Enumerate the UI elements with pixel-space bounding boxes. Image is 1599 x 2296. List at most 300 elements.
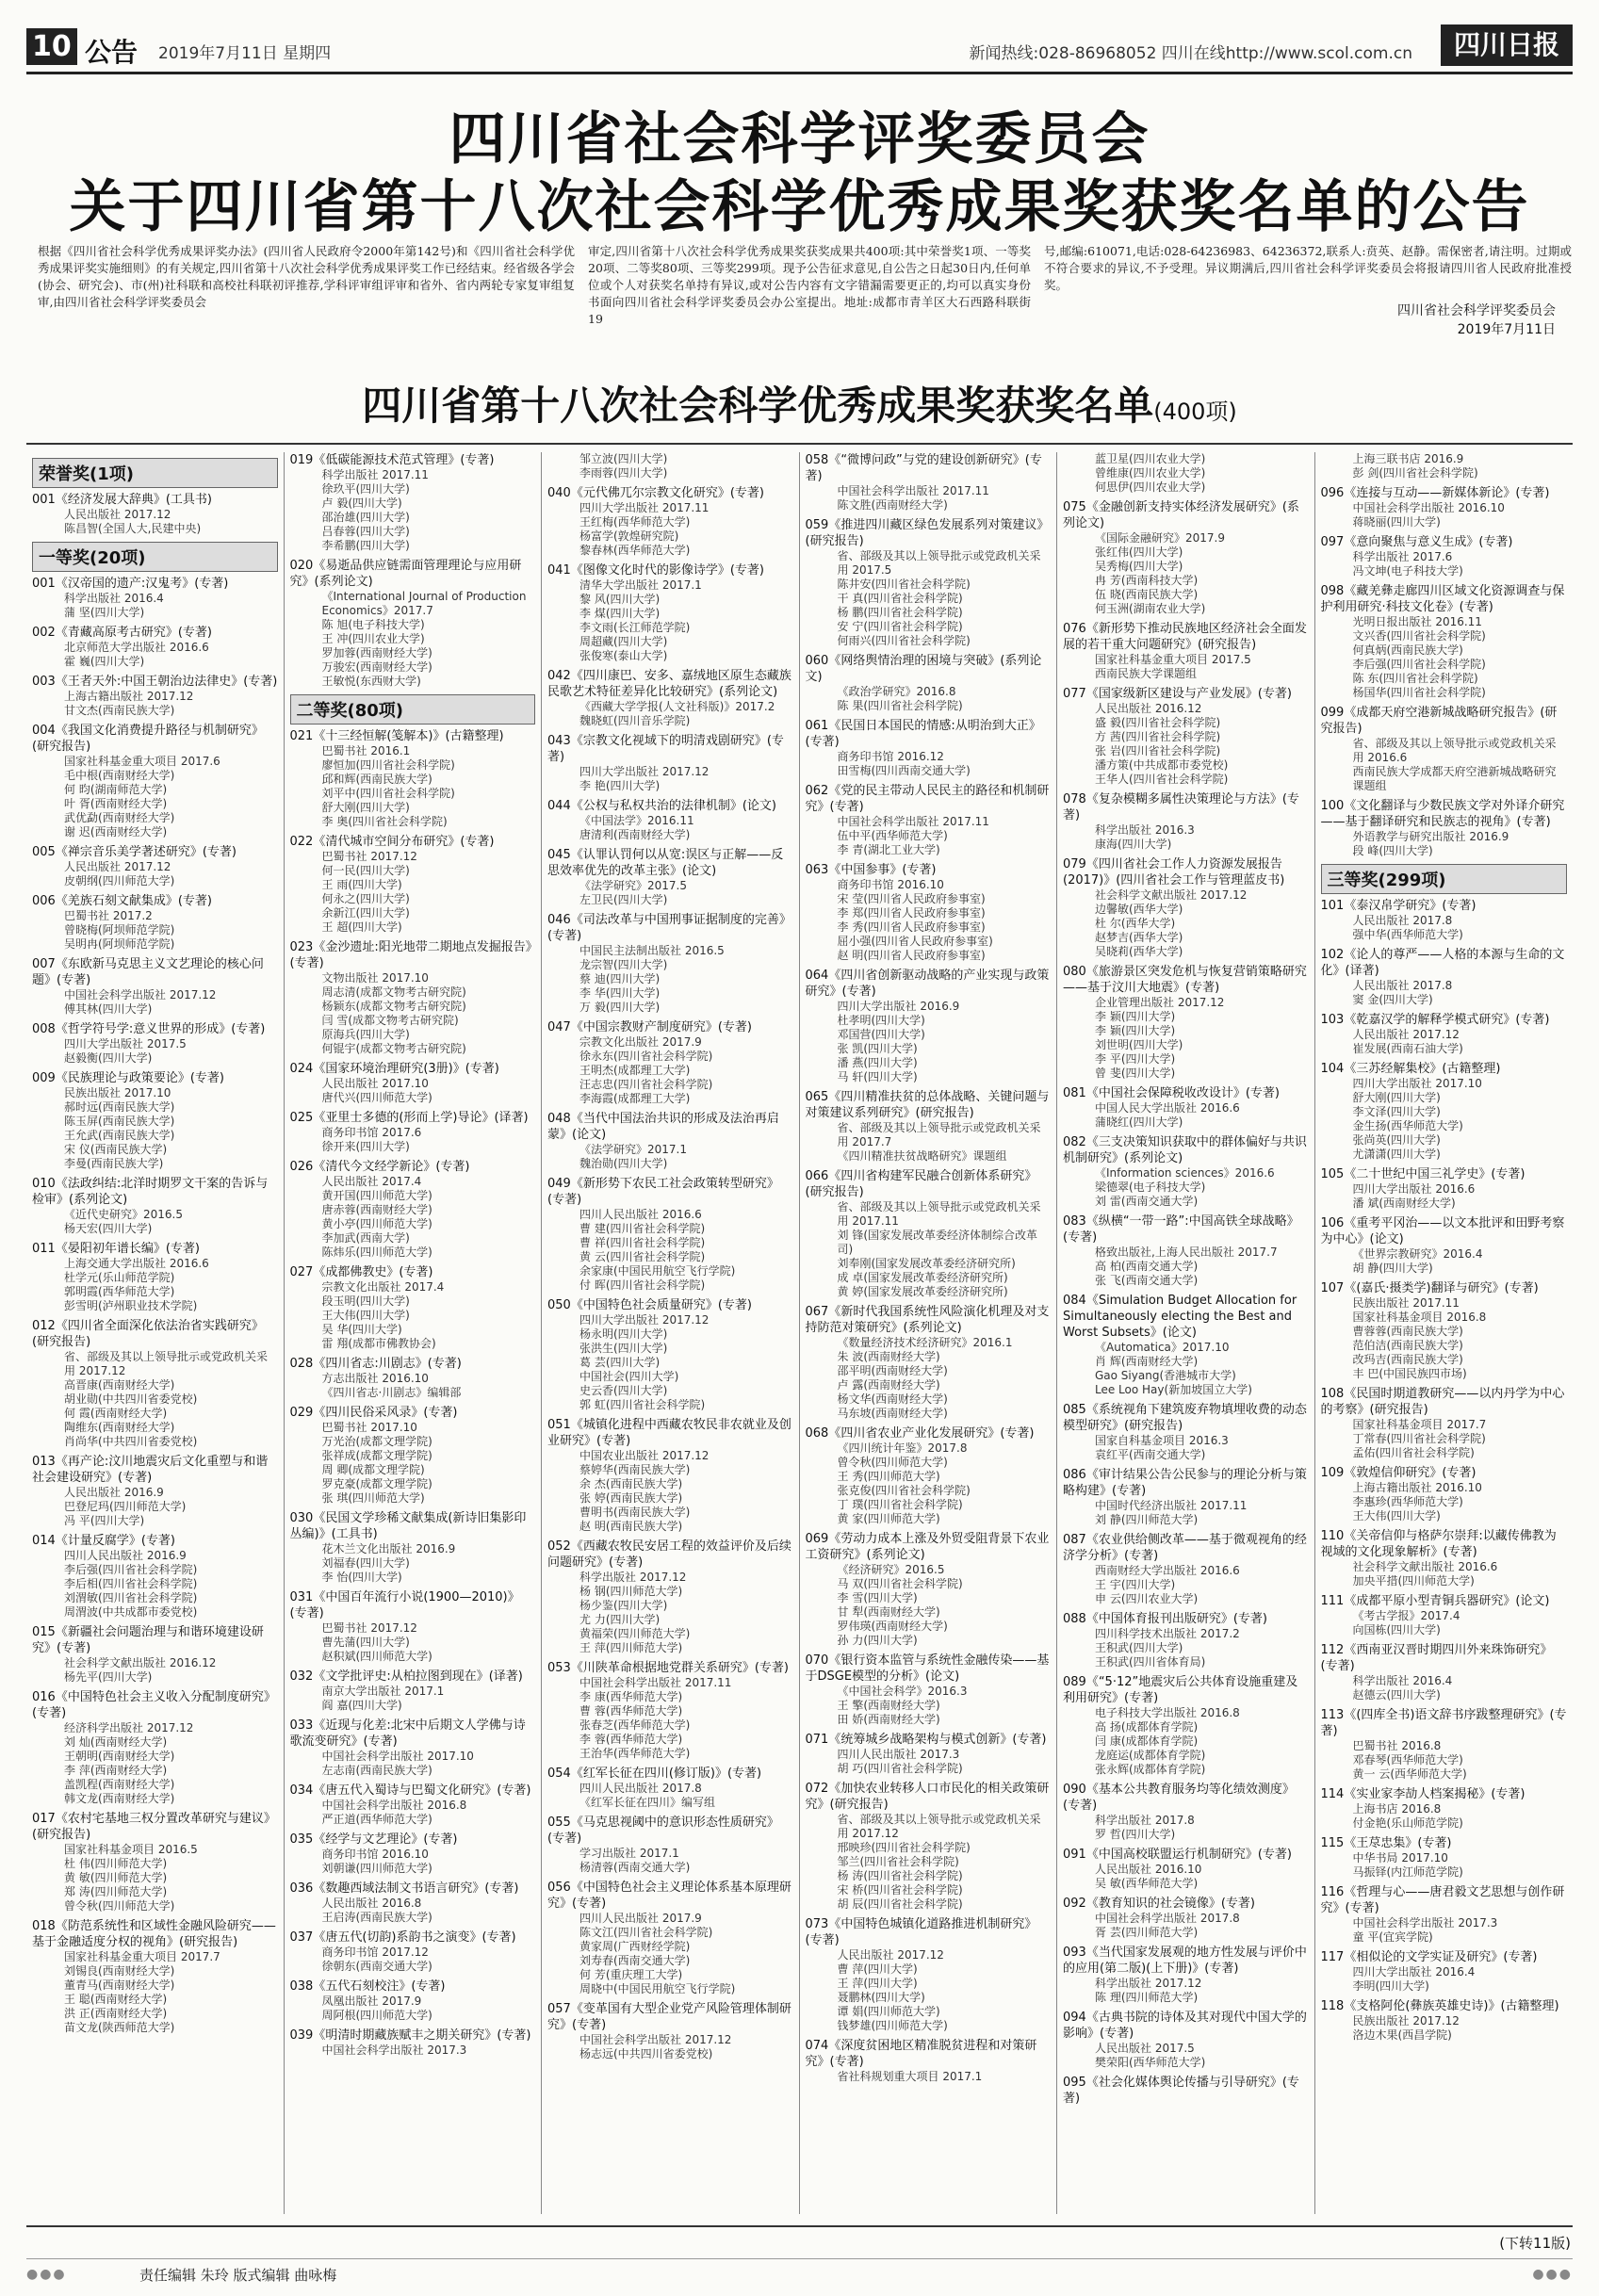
award-entry-detail: 商务印书馆 2016.10 [321, 1848, 429, 1861]
award-entry [806, 1916, 1052, 2033]
award-entry-detail: 陈文胜(西南财经大学) [837, 498, 948, 512]
award-entry-detail: 花木兰文化出版社 2016.9 [321, 1542, 456, 1555]
award-entry-detail: 文物出版社 2017.10 [321, 971, 429, 985]
award-entry-detail: 聂鹏林(四川大学) [837, 1991, 925, 2004]
award-entry-detail: 杜 伟(四川师范大学) [64, 1857, 168, 1870]
award-entry-title: 071《统筹城乡战略架构与模式创新》(专著) [805, 1733, 1047, 1747]
award-entry-detail: 何真炳(西南民族大学) [1352, 643, 1463, 657]
award-entry [1063, 1611, 1309, 1669]
award-entry-detail: 科学出版社 2016.4 [64, 592, 164, 605]
award-entry-detail: 王 宇(四川大学) [1095, 1578, 1176, 1591]
intro-paragraph-3: 号,邮编:610071,电话:028-64236983、64236372,联系人:贲英、赵静。需保密者,请注明。过期或不符合要求的异议,不予受理。异议期满后,四川省社会科学评奖委员会将报请四川省人民政府批准授奖。 [1044, 244, 1572, 292]
award-entry [1321, 1386, 1568, 1460]
award-entry-detail: 陈 东(四川省社会科学院) [1352, 672, 1478, 685]
award-entry-detail: 彭雪明(泸州职业技术学院) [64, 1299, 198, 1312]
award-entry [1321, 1166, 1568, 1211]
award-entry-detail: 赵 明(四川省人民政府参事室) [837, 949, 986, 962]
award-entry [290, 1061, 536, 1105]
award-entry-detail: 经济科学出版社 2017.12 [64, 1721, 194, 1734]
award-entry-detail: 周晓中(中国民用航空飞行学院) [579, 1982, 736, 1995]
award-entry [1321, 947, 1568, 1007]
signature-date: 2019年7月11日 [1457, 322, 1556, 337]
award-entry-detail: 四川人民出版社 2016.6 [579, 1208, 702, 1221]
award-entry [547, 1815, 793, 1875]
award-entry-detail: 罗 哲(四川大学) [1095, 1828, 1176, 1841]
issue-date: 2019年7月11日 星期四 [158, 44, 332, 63]
award-entry-detail: 徐开来(四川大学) [321, 1140, 410, 1153]
award-entry [1063, 1532, 1309, 1606]
award-entry-detail: 陈 旭(电子科技大学) [321, 618, 425, 631]
award-entry-detail: 冯文坤(电子科技大学) [1352, 564, 1463, 578]
award-entry-detail: 万骏宏(西南财经大学) [321, 660, 432, 674]
award-entry-detail: 王启涛(西南民族大学) [321, 1911, 432, 1924]
award-entry-detail: 吴明冉(阿坝师范学院) [64, 937, 175, 951]
award-entry-detail: 李文泽(四川大学) [1352, 1105, 1441, 1118]
award-entry-detail: 中国社会科学出版社 2017.10 [321, 1750, 474, 1763]
award-entry-detail: 方 茜(四川省社会科学院) [1095, 730, 1221, 743]
award-entry-detail: 魏晓虹(四川音乐学院) [579, 714, 691, 727]
award-entry-detail: 叶 胥(西南财经大学) [64, 797, 168, 810]
award-entry [1063, 2010, 1309, 2070]
list-title-text: 四川省第十八次社会科学优秀成果奖获奖名单 [362, 383, 1154, 429]
award-entry-detail: 刘福春(四川大学) [321, 1556, 410, 1570]
award-entry-detail: 余家康(中国民用航空飞行学院) [579, 1264, 736, 1278]
page-footer [26, 2258, 1573, 2286]
list-column [285, 452, 543, 2214]
award-entry [547, 1880, 793, 1996]
award-entry-detail: 刘 雷(西南交通大学) [1095, 1195, 1199, 1208]
award-entry-detail: 西南民族大学课题组 [1095, 667, 1198, 680]
award-entry-detail: 付金艳(乐山师范学院) [1352, 1816, 1463, 1830]
award-entry-title: 037《唐五代(切韵)系韵书之演变》(专著) [289, 1930, 516, 1945]
award-entry-detail: 人民出版社 2017.8 [1352, 914, 1453, 927]
award-entry-detail: 申 云(四川农业大学) [1095, 1592, 1199, 1605]
notice-signature [1397, 301, 1556, 339]
award-entry [290, 1669, 536, 1713]
award-entry-detail: 徐永东(四川省社会科学院) [579, 1050, 713, 1063]
award-entry-detail: 中国社会科学出版社 2016.10 [1352, 501, 1505, 514]
award-entry-detail: 李 煤(四川大学) [579, 607, 661, 620]
award-entry-title: 094《古典书院的诗体及其对现代中国大学的影响》(专著) [1063, 2011, 1307, 2041]
award-entry-detail: 邓国营(四川大学) [837, 1028, 925, 1041]
award-entry [290, 939, 536, 1056]
award-entry-title: 060《网络舆情治理的困境与突破》(系列论文) [805, 654, 1042, 684]
award-entry-detail: 国家社科基金项目 2017.7 [1352, 1418, 1487, 1431]
award-entry-detail: 唐清利(西南财经大学) [579, 828, 691, 841]
award-entry-detail: 刘世明(四川大学) [1095, 1038, 1183, 1051]
award-entry-detail: 周超藏(四川大学) [579, 635, 668, 648]
award-entry-detail: 何思伊(四川农业大学) [1095, 480, 1206, 494]
award-entry-detail: 冯 平(四川大学) [64, 1514, 145, 1527]
award-entry [1063, 1945, 1309, 2005]
award-entry-detail: 曹 祥(四川省社会科学院) [579, 1236, 706, 1249]
award-entry-detail: 南京大学出版社 2017.1 [321, 1685, 445, 1698]
award-entry-detail: 人民出版社 2017.8 [1352, 979, 1453, 992]
award-entry-title: 052《西藏农牧民安居工程的效益评价及后续问题研究》(专著) [547, 1539, 791, 1570]
award-entry-title: 039《明清时期藏族赋丰之期关研究》(专著) [289, 2028, 531, 2043]
award-entry [806, 1168, 1052, 1299]
award-entry [32, 1918, 278, 2035]
award-entry-detail: 中国社会科学出版社 2017.11 [837, 815, 989, 828]
award-entry-detail: 杜学元(乐山师范学院) [64, 1271, 175, 1284]
award-entry-detail: 人民出版社 2017.10 [321, 1077, 429, 1090]
award-entry-title: 010《法政纠结:北洋时期罗文干案的告诉与检审》(系列论文) [32, 1177, 269, 1207]
award-entry-detail: 丁常春(四川省社会科学院) [1352, 1432, 1486, 1445]
intro-paragraph-2: 审定,四川省第十八次社会科学优秀成果奖获奖成果共400项:其中荣誉奖1项、一等奖20项、二等奖80项、三等奖299项。现予公告征求意见,自公告之日起30日内,任何单位或个人对获奖名单持有异议,或对公告内容有文字错漏需要更正的,均可以真实身份书面向四川省社会科学评奖委员会办公室提出。地址:成都市青羊区大石西路科联街19 [588, 244, 1031, 326]
award-entry-detail: 陈炜乐(四川师范大学) [321, 1246, 432, 1259]
award-entry-detail: 人民出版社 2016.10 [1095, 1863, 1202, 1876]
award-entry-detail: 陈玉屏(西南民族大学) [64, 1115, 175, 1128]
award-entry-detail: 巴蜀书社 2016.8 [1352, 1739, 1442, 1752]
award-entry-title: 031《中国百年流行小说(1900—2010)》(专著) [289, 1590, 520, 1620]
award-entry-detail: 李 平(四川大学) [1095, 1052, 1176, 1066]
award-entry-detail: 卢 露(西南财经大学) [837, 1378, 940, 1392]
award-entry [547, 847, 793, 907]
award-entry-detail: 国家社科基金重大项目 2017.5 [1095, 653, 1251, 666]
award-entry-detail: 梁德翠(电子科技大学) [1095, 1181, 1206, 1194]
award-entry-detail: 余 杰(西南民族大学) [579, 1477, 683, 1490]
award-entry-detail: 人民出版社 2016.9 [64, 1486, 164, 1499]
award-entry-detail: 王明杰(成都理工大学) [579, 1064, 691, 1077]
award-entry-detail: 中国社会科学出版社 2017.3 [1352, 1916, 1498, 1930]
award-entry-detail: 何雨兴(四川省社会科学院) [837, 634, 971, 647]
award-entry-title: 069《劳动力成本上涨及外贸受阻背景下农业工资研究》(系列论文) [805, 1532, 1050, 1562]
award-entry-title: 032《文学批评史:从柏拉图到现在》(译著) [289, 1669, 523, 1684]
award-entry [1063, 1293, 1309, 1397]
award-entry-detail: 王 聪(西南财经大学) [64, 1993, 168, 2006]
award-entry-detail: 蔡 迪(四川大学) [579, 972, 661, 985]
award-entry-detail: 中国社会(四川大学) [579, 1370, 679, 1383]
award-entry [1063, 1674, 1309, 1777]
award-entry-detail: 清华大学出版社 2017.1 [579, 578, 702, 592]
award-entry-detail: 张克俊(四川省社会科学院) [837, 1484, 971, 1497]
award-entry-detail: 杨富学(敦煌研究院) [579, 529, 679, 543]
award-entry [290, 1832, 536, 1876]
award-entry-title: 090《基本公共教育服务均等化绩效测度》(专著) [1063, 1783, 1295, 1813]
award-entry-detail: 张永辉(成都体育学院) [1095, 1763, 1206, 1776]
award-entry-detail: 《红军长征在四川》编写组 [579, 1796, 716, 1809]
award-entry-title: 036《数趣西域法制文书语言研究》(专著) [289, 1881, 519, 1896]
award-entry [1321, 1949, 1568, 1994]
award-entry-detail: 中国时代经济出版社 2017.11 [1095, 1499, 1248, 1512]
award-entry-title: 054《红军长征在四川(修订版)》(专著) [547, 1767, 762, 1781]
award-entry-detail: 杨天宏(四川大学) [64, 1222, 153, 1235]
award-entry-detail: 王 冲(四川农业大学) [321, 632, 425, 645]
award-entry-detail: 童 平(宜宾学院) [1352, 1930, 1433, 1944]
award-entry-detail: 邹兰(四川省社会科学院) [837, 1855, 959, 1868]
award-entry-detail: 《中国法学》2016.11 [579, 814, 694, 827]
award-entry-detail: 李 雪(四川大学) [837, 1591, 918, 1604]
award-entry-detail: 毛中根(西南财经大学) [64, 769, 175, 782]
award-tier-heading: 三等奖(299项) [1321, 864, 1568, 894]
award-entry-title: 065《四川精准扶贫的总体战略、关键问题与对策建议系列研究》(研究报告) [805, 1090, 1050, 1120]
list-count: (400项) [1153, 399, 1237, 425]
award-entry-detail: 中国社会科学出版社 2017.3 [321, 2044, 467, 2057]
award-entry-detail: 孙 力(四川大学) [837, 1634, 918, 1647]
award-entry-detail: 何 芳(重庆理工大学) [579, 1968, 683, 1981]
award-entry-detail: 国家社科基金项目 2016.8 [1352, 1311, 1487, 1324]
award-entry-detail: 窦 金(四川大学) [1352, 993, 1433, 1006]
award-entry-detail: 王积武(四川省体育局) [1095, 1655, 1206, 1669]
award-entry-detail: 李 华(四川大学) [579, 986, 661, 1000]
award-entry-detail: 郝时远(西南民族大学) [64, 1100, 175, 1114]
award-entry [806, 862, 1052, 963]
award-entry-detail: 田 娇(西南财经大学) [837, 1713, 940, 1726]
award-entry-detail: 李 郑(四川省人民政府参事室) [837, 906, 986, 920]
award-entry-detail: 丰 巴(中国民族四市场) [1352, 1367, 1467, 1380]
award-entry-detail: 《中国社会科学》2016.3 [837, 1685, 968, 1698]
award-entry [1321, 1215, 1568, 1276]
award-entry-title: 034《唐五代入蜀诗与巴蜀文化研究》(专著) [289, 1783, 531, 1798]
award-entry-title: 104《三苏经解集校》(古籍整理) [1320, 1062, 1501, 1076]
award-list [26, 443, 1573, 2227]
award-entry-title: 110《关帝信仰与格萨尔崇拜:以藏传佛教为视域的文化现象解析》(专著) [1320, 1529, 1557, 1559]
award-entry-detail: 刘 锋(国家发展改革委经济体制综合改革司) [837, 1229, 1037, 1256]
award-entry-title: 062《党的民主带动人民民主的路径和机制研究》(专著) [805, 784, 1050, 814]
award-entry [1321, 1061, 1568, 1162]
award-entry [1063, 1402, 1309, 1462]
award-entry-detail: 赵 明(西南民族大学) [579, 1520, 683, 1533]
award-entry-detail: 凤凰出版社 2017.9 [321, 1995, 422, 2008]
award-entry-detail: 中国社会科学出版社 2017.8 [1095, 1912, 1240, 1925]
award-entry-detail: 邢映珍(四川省社会科学院) [837, 1841, 971, 1854]
award-entry-detail: 李 萍(西南财经大学) [64, 1764, 168, 1777]
award-entry-detail: 李 颖(四川大学) [1095, 1010, 1176, 1023]
award-entry-detail: 胡 静(四川大学) [1352, 1262, 1433, 1275]
award-entry-detail: 四川大学出版社 2017.12 [579, 1313, 710, 1327]
award-entry-detail: 罗伟瑛(西南财经大学) [837, 1620, 948, 1633]
award-entry-detail: 民族出版社 2017.10 [64, 1086, 171, 1099]
award-entry-detail: 闫 康(成都体育学院) [1095, 1734, 1199, 1748]
award-entry-detail: 民族出版社 2017.11 [1352, 1296, 1460, 1310]
award-entry-detail: 宋 莹(四川省人民政府参事室) [837, 892, 986, 905]
award-entry-detail: 陶维东(西南财经大学) [64, 1421, 175, 1434]
award-entry-detail: 安 宁(四川省社会科学院) [837, 620, 963, 633]
award-entry-detail: 尤潇潇(四川大学) [1352, 1148, 1441, 1161]
award-entry-detail: 龙庭运(成都体育学院) [1095, 1749, 1206, 1762]
award-entry-detail: 李 秀(四川省人民政府参事室) [837, 920, 986, 934]
award-entry [1321, 583, 1568, 700]
award-entry [32, 1021, 278, 1066]
award-entry [290, 1930, 536, 1974]
award-entry-title: 089《“5·12”地震灾后公共体育设施重建及利用研究》(专著) [1063, 1675, 1298, 1705]
award-entry-detail: 中国社会科学出版社 2017.11 [837, 484, 989, 497]
award-entry [1321, 1998, 1568, 2043]
award-entry-detail: 杨志远(中共四川省委党校) [579, 2047, 713, 2060]
award-entry-title: 096《连接与互动——新媒体新论》(专著) [1320, 486, 1550, 500]
award-entry-title: 021《十三经恒解(笺解本)》(古籍整理) [289, 729, 504, 743]
award-entry-detail: 学习出版社 2017.1 [579, 1847, 679, 1860]
award-entry-title: 049《新形势下农民工社会政策转型研究》(专著) [547, 1177, 779, 1207]
award-entry-title: 080《旅游景区突发危机与恢复营销策略研究——基于汶川大地震》(专著) [1063, 965, 1307, 995]
award-entry-detail: 刘奉刚(国家发展改革委经济研究所) [837, 1257, 1016, 1270]
award-entry [1063, 1896, 1309, 1940]
award-entry-detail: 杨 涛(四川省社会科学院) [837, 1869, 963, 1882]
award-entry-detail: 黄小亭(四川师范大学) [321, 1217, 432, 1230]
award-entry-title: 047《中国宗教财产制度研究》(专著) [547, 1020, 752, 1034]
award-entry-detail: 阎 嘉(四川大学) [321, 1699, 402, 1712]
award-entry-detail: 黄家周(广西财经学院) [579, 1940, 691, 1953]
award-entry-detail: 舒大刚(四川大学) [1352, 1091, 1441, 1104]
award-entry-title: 092《教育知识的社会镜像》(专著) [1063, 1897, 1255, 1911]
award-entry-detail: 四川大学出版社 2017.11 [579, 501, 710, 514]
award-entry [290, 1159, 536, 1260]
award-entry-detail: 何 昀(湖南师范大学) [64, 783, 168, 796]
award-entry-detail: 企业管理出版社 2017.12 [1095, 996, 1225, 1009]
award-entry-detail: 袁红平(西南交通大学) [1095, 1448, 1206, 1461]
award-entry-detail: 边馨敏(西华大学) [1095, 903, 1183, 916]
award-entry-detail: 曹蓉蓉(西南民族大学) [1352, 1325, 1463, 1338]
award-entry-title: 063《中国参事》(专著) [805, 863, 937, 877]
award-entry-detail: 改玛吉(西南民族大学) [1352, 1353, 1463, 1366]
award-entry-detail: 王 萍(四川大学) [837, 1977, 918, 1990]
award-entry-detail: 杨永明(四川大学) [579, 1327, 668, 1341]
award-entry-detail: 曾令秋(四川师范大学) [64, 1899, 175, 1913]
award-entry [547, 733, 793, 793]
award-entry-title: 088《中国体育报刊出版研究》(专著) [1063, 1612, 1267, 1626]
award-entry-title: 097《意向聚焦与意义生成》(专著) [1320, 535, 1513, 549]
award-entry-detail: 闫 雪(成都文物考古研究院) [321, 1014, 459, 1027]
award-entry-detail: 何锟宇(成都文物考古研究院) [321, 1042, 466, 1055]
award-entry-detail: 杨文华(西南财经大学) [837, 1392, 948, 1406]
award-entry-detail: 邹立波(四川大学) [579, 452, 668, 465]
award-entry-detail: 中国社会科学出版社 2016.8 [321, 1799, 467, 1812]
award-entry-detail: 科学出版社 2017.12 [1095, 1977, 1202, 1990]
award-entry-detail: 魏治勋(四川大学) [579, 1157, 668, 1170]
award-entry-detail: 卢 毅(四川大学) [321, 497, 402, 510]
award-entry-detail: 邱和辉(西南民族大学) [321, 773, 432, 786]
award-entry-title: 095《社会化媒体舆论传播与引导研究》(专著) [1063, 2076, 1299, 2106]
award-entry-detail: 霍 巍(四川大学) [64, 655, 145, 668]
award-entry [32, 1624, 278, 1685]
award-entry-title: 019《低碳能源技术范式管理》(专著) [289, 453, 495, 467]
award-entry [547, 485, 793, 558]
award-entry [290, 1589, 536, 1664]
award-tier-heading: 二等奖(80项) [290, 694, 536, 725]
award-entry-detail: 加央平措(四川师范大学) [1352, 1574, 1475, 1588]
award-entry-detail: 左卫民(四川大学) [579, 893, 668, 906]
award-entry-detail: 左志南(西南民族大学) [321, 1764, 432, 1777]
award-entry-title: 033《近现与化差:北宋中后期文人学佛与诗歌流变研究》(专著) [289, 1718, 526, 1749]
award-entry [290, 1110, 536, 1154]
award-entry-detail: 科学出版社 2017.12 [579, 1571, 687, 1584]
award-entry-detail: 社会科学文献出版社 2016.12 [64, 1656, 217, 1669]
award-entry-title: 100《文化翻译与少数民族文学对外译介研究——基于翻译研究和民族志的视角》(专著) [1320, 799, 1565, 829]
award-entry-detail: 唐赤蓉(西南财经大学) [321, 1203, 432, 1216]
award-entry-title: 017《农村宅基地三权分置改革研究与建议》(研究报告) [32, 1812, 276, 1842]
award-entry-title: 020《易逝品供应链需面管理理论与应用研究》(系列论文) [289, 559, 522, 589]
award-entry-detail: 盖凯程(西南财经大学) [64, 1778, 175, 1791]
award-entry-detail: 中国社会科学出版社 2017.12 [579, 2033, 732, 2046]
award-entry-detail: 王 萍(四川师范大学) [579, 1641, 683, 1654]
award-entry-detail: 李雨蓉(四川大学) [579, 466, 668, 480]
award-entry-detail: 《Information sciences》2016.6 [1095, 1166, 1275, 1180]
award-entry-detail: 杨清蓉(西南交通大学) [579, 1861, 691, 1874]
award-entry-detail: 王 超(四川大学) [321, 920, 402, 934]
award-entry-detail: 刘寿春(西南交通大学) [579, 1954, 691, 1967]
award-entry-detail: 万光治(成都文理学院) [321, 1435, 432, 1448]
award-entry-title: 084《Simulation Budget Allocation for Simultaneously electing the Best and Worst Subsets》(论文) [1063, 1294, 1297, 1340]
award-entry-title: 087《农业供给侧改革——基于微观视角的经济学分析》(专著) [1063, 1533, 1307, 1563]
award-entry-detail: 潘方策(中共成都市委党校) [1095, 758, 1229, 772]
award-entry-detail: 强中华(西华师范大学) [1352, 928, 1463, 941]
award-entry-detail: 方志出版社 2016.10 [321, 1372, 429, 1385]
award-entry-detail: 徐玖平(四川大学) [321, 482, 410, 496]
award-entry-detail: 尤 力(四川大学) [579, 1613, 661, 1626]
award-entry-title: 014《计量反腐学》(专著) [32, 1534, 175, 1548]
award-entry-detail: 邓春琴(西华师范大学) [1352, 1753, 1463, 1767]
award-entry [32, 1318, 278, 1449]
award-entry [290, 1783, 536, 1827]
award-entry-detail: 陈文江(四川省社会科学院) [579, 1926, 713, 1939]
award-entry [806, 1531, 1052, 1648]
award-entry-detail: 商务印书馆 2017.12 [321, 1946, 429, 1959]
award-entry-detail: 高晋康(西南财经大学) [64, 1378, 175, 1392]
award-entry-detail: 周阿根(四川师范大学) [321, 2009, 432, 2022]
award-entry-detail: 舒大刚(四川大学) [321, 801, 410, 814]
award-entry-detail: 《International Journal of Production Economics》2017.7 [321, 590, 527, 617]
award-entry-detail: 崔发展(西南石油大学) [1352, 1042, 1463, 1055]
award-entry-title: 018《防范系统性和区域性金融风险研究——基于金融适度分权的视角》(研究报告) [32, 1919, 276, 1949]
list-column [1057, 452, 1315, 2214]
award-entry-detail: 段玉明(四川大学) [321, 1295, 410, 1308]
award-entry-detail: 张 凯(四川大学) [837, 1042, 918, 1055]
award-entry-detail: 王大伟(四川大学) [1352, 1509, 1441, 1523]
award-entry-title: 064《四川省创新驱动战略的产业实现与政策研究》(专著) [805, 969, 1050, 999]
page-number: 10 [26, 28, 77, 65]
award-entry-detail: 高 柏(西南交通大学) [1095, 1260, 1199, 1273]
award-entry-detail: 王积武(四川大学) [1095, 1641, 1183, 1654]
award-entry-title: 068《四川省农业产业化发展研究》(专著) [805, 1426, 1035, 1441]
award-entry-detail: 《法学研究》2017.1 [579, 1143, 687, 1156]
award-entry [290, 1264, 536, 1351]
award-entry [290, 558, 536, 689]
award-entry [547, 798, 793, 842]
award-entry-title: 116《哲理与心——唐君毅文艺思想与创作研究》(专著) [1320, 1885, 1565, 1915]
award-entry-detail: 科学出版社 2016.3 [1095, 823, 1195, 837]
award-entry-detail: 国家社科基金项目 2016.5 [64, 1843, 198, 1856]
award-entry-detail: 赵积斌(四川师范大学) [321, 1650, 432, 1663]
award-entry-detail: 马 双(四川省社会科学院) [837, 1577, 963, 1590]
award-entry-detail: 李 奥(四川省社会科学院) [321, 815, 448, 828]
award-entry-title: 114《实业家李劼人档案揭秘》(专著) [1320, 1787, 1526, 1801]
award-entry-detail: 科学出版社 2017.6 [1352, 550, 1453, 563]
award-entry-title: 076《新形势下推动民族地区经济社会全面发展的若干重大问题研究》(研究报告) [1063, 622, 1307, 652]
award-entry-title: 024《国家环境治理研究(3册)》(专著) [289, 1062, 499, 1076]
award-entry-title: 093《当代国家发展观的地方性发展与评价中的应用(第二版)(上下册)》(专著) [1063, 1946, 1307, 1976]
award-entry-title: 026《清代今文经学新论》(专著) [289, 1160, 470, 1174]
award-entry [806, 1781, 1052, 1912]
award-entry-detail: 原海兵(四川大学) [321, 1028, 410, 1041]
award-entry [1321, 1707, 1568, 1782]
award-entry-title: 016《中国特色社会主义收入分配制度研究》(专著) [32, 1690, 276, 1720]
award-entry-detail: 曹 蓉(西华师范大学) [579, 1704, 683, 1718]
award-entry-title: 099《成都天府空港新城战略研究报告》(研究报告) [1320, 706, 1558, 736]
award-entry-detail: 周渭波(中共成都市委党校) [64, 1605, 198, 1619]
award-entry-detail: 社会科学文献出版社 2016.6 [1352, 1560, 1498, 1573]
award-entry [547, 1417, 793, 1534]
award-entry-title: 003《王者天外:中国王朝治边法律史》(专著) [32, 675, 278, 689]
award-entry [1321, 1642, 1568, 1702]
award-entry-detail: 吴秀梅(四川大学) [1095, 560, 1183, 573]
award-entry-detail: 社会科学文献出版社 2017.12 [1095, 888, 1248, 902]
award-entry-detail: 上海古籍出版社 2016.10 [1352, 1481, 1482, 1494]
award-entry-detail: 肖尚华(中共四川省委党校) [64, 1435, 198, 1448]
award-entry [32, 956, 278, 1017]
award-entry-title: 059《推进四川藏区绿色发展系列对策建议》(研究报告) [805, 518, 1050, 548]
award-entry-title: 007《东欧新马克思主义文艺理论的核心问题》(专著) [32, 957, 264, 987]
award-entry-detail: 张红伟(四川大学) [1095, 546, 1183, 559]
